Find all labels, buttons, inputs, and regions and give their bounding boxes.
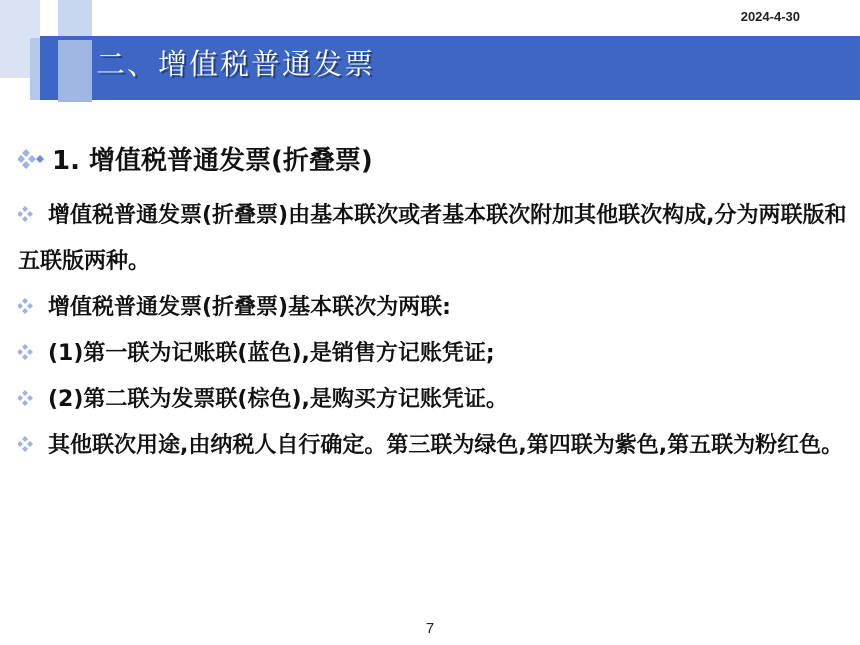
paragraph: [18, 377, 848, 423]
paragraph: [18, 193, 848, 285]
slide-date: 2024-4-30: [740, 9, 800, 24]
paragraph-text: (1)第一联为记账联(蓝色),是销售方记账凭证;: [48, 341, 495, 366]
paragraph-text: 其他联次用途,由纳税人自行确定。第三联为绿色,第四联为紫色,第五联为粉红色。: [48, 433, 844, 458]
paragraph-text: (2)第二联为发票联(棕色),是购买方记账凭证。: [48, 387, 508, 412]
section-heading-text: 1. 增值税普通发票(折叠票): [52, 146, 373, 176]
diamond-bullet-icon: [18, 205, 42, 223]
paragraph: [18, 423, 848, 469]
paragraph-text: 增值税普通发票(折叠票)由基本联次或者基本联次附加其他联次构成,分为两联版和五联版两种。: [18, 203, 847, 274]
diamond-bullet-icon: [18, 343, 42, 361]
paragraph: [18, 285, 848, 331]
slide-title: 二、增值税普通发票: [96, 47, 376, 81]
diamond-bullet-icon: [18, 389, 42, 407]
slide-content: [18, 140, 848, 469]
diamond-bullet-icon: [18, 297, 42, 315]
paragraph: [18, 331, 848, 377]
page-number: 7: [425, 620, 435, 637]
paragraph-text: 增值税普通发票(折叠票)基本联次为两联:: [48, 295, 451, 320]
section-heading: [18, 140, 848, 177]
decor-square: [58, 40, 92, 102]
diamond-bullet-icon: [18, 147, 48, 171]
diamond-bullet-icon: [18, 435, 42, 453]
decor-square: [58, 0, 92, 38]
